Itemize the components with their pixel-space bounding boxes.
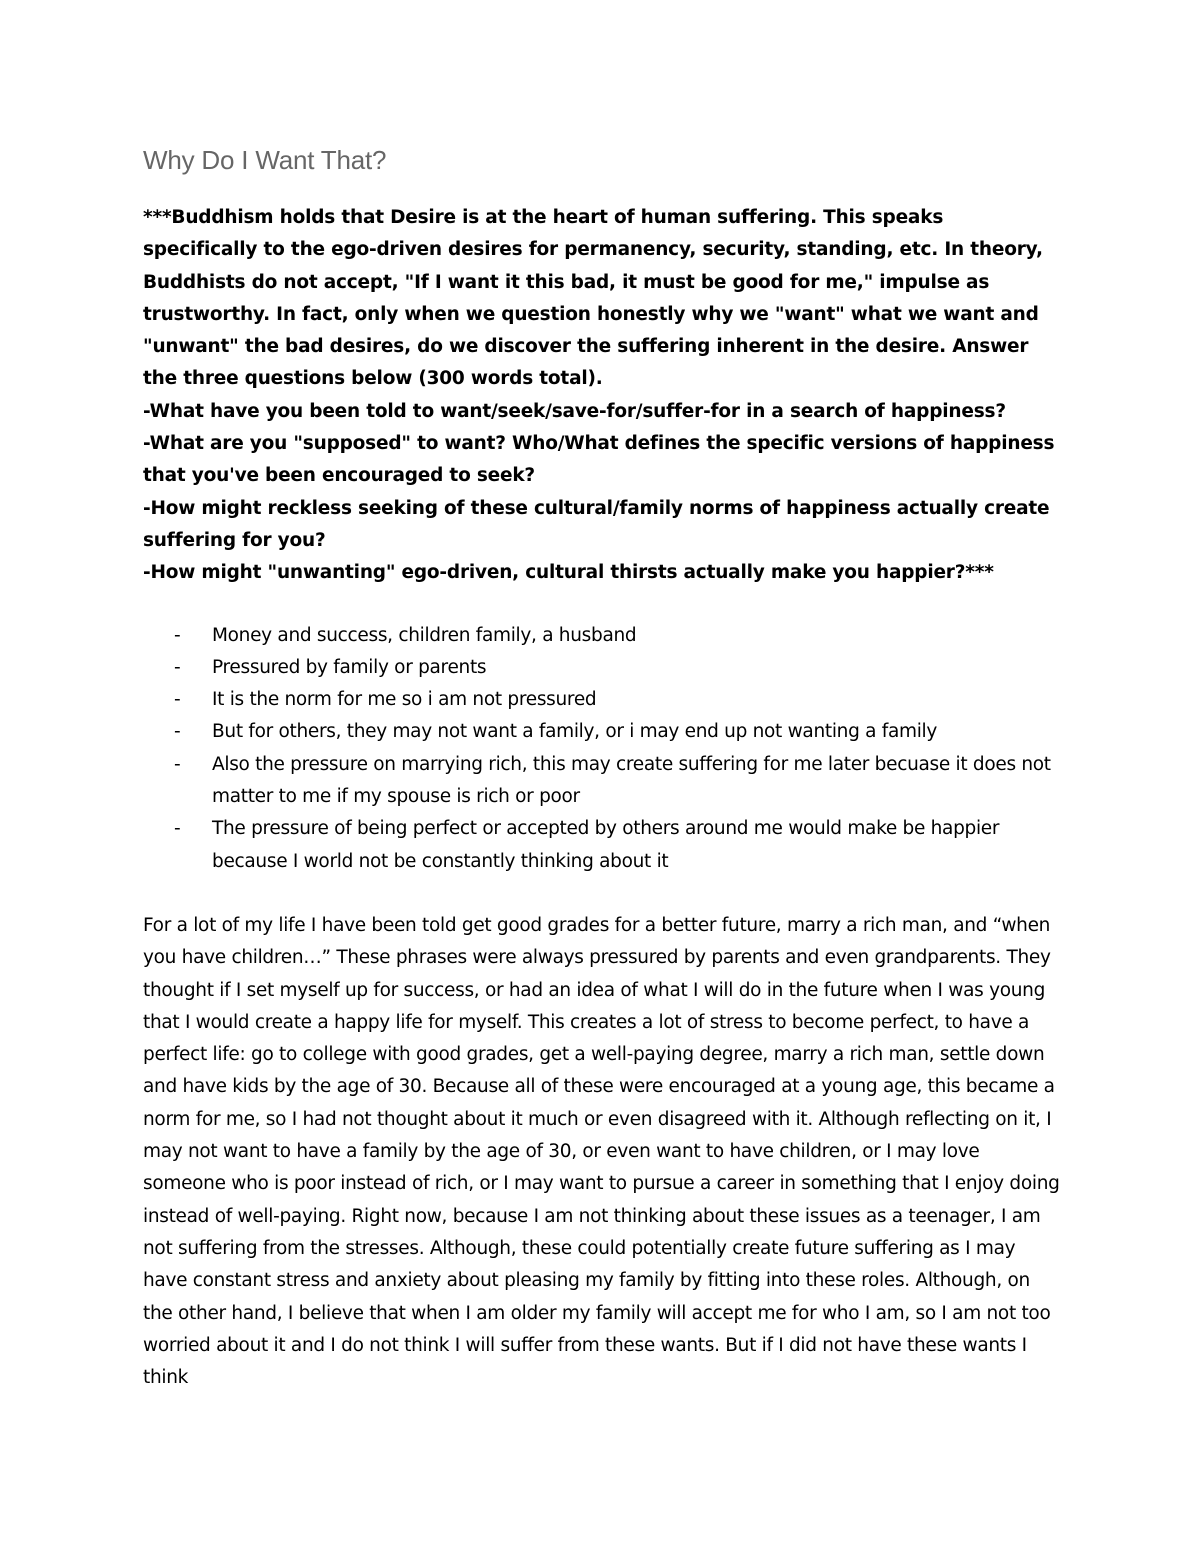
bullet-marker: - <box>174 656 181 678</box>
list-item <box>143 652 1063 684</box>
list-item <box>143 716 1063 748</box>
bullet-marker: - <box>174 624 181 646</box>
document-title: Why Do I Want That? <box>143 145 387 175</box>
list-item-text: The pressure of being perfect or accepted by others around me would make be happier because I world not be constantly thinking about it <box>212 818 1000 872</box>
prompt-intro: ***Buddhism holds that Desire is at the heart of human suffering. This speaks specifically to the ego-driven desires for permanency, security, standing, etc. In theory, Buddhists do not accept, "If I want it this bad, it must be good for me," impulse as trustworthy. In fact, only when we question honestly why we "want" what we want and "unwant" the bad desires, do we discover the suffering inherent in the desire. Answer the three questions below (300 words total). <box>143 207 1043 390</box>
list-item-text: It is the norm for me so i am not pressured <box>212 689 597 711</box>
list-item <box>143 749 1063 814</box>
bullet-marker: - <box>174 753 181 775</box>
list-item <box>143 813 1063 878</box>
list-item <box>143 684 1063 716</box>
bullet-marker: - <box>174 689 181 711</box>
document-content <box>143 140 1063 1394</box>
bullet-marker: - <box>174 818 181 840</box>
prompt-question-3: -How might reckless seeking of these cultural/family norms of happiness actually create suffering for you? <box>143 497 1050 551</box>
assignment-prompt <box>143 202 1063 590</box>
prompt-question-1: -What have you been told to want/seek/save-for/suffer-for in a search of happiness? <box>143 400 1006 422</box>
prompt-question-4: -How might "unwanting" ego-driven, cultural thirsts actually make you happier?*** <box>143 562 994 584</box>
list-item-text: But for others, they may not want a family, or i may end up not wanting a family <box>212 721 938 743</box>
prompt-question-2: -What are you "supposed" to want? Who/What defines the specific versions of happiness that you've been encouraged to seek? <box>143 433 1055 487</box>
bullet-marker: - <box>174 721 181 743</box>
list-item-text: Also the pressure on marrying rich, this may create suffering for me later becuase it does not matter to me if my spouse is rich or poor <box>212 753 1051 808</box>
list-item-text: Money and success, children family, a husband <box>212 624 637 646</box>
essay-paragraph: For a lot of my life I have been told get good grades for a better future, marry a rich man, and “when you have children…” These phrases were always pressured by parents and even grandparents. They thought if I set myself up for success, or had an idea of what I will do in the future when I was young that I would create a happy life for myself. This creates a lot of stress to become perfect, to have a perfect life: go to college with good grades, get a well-paying degree, marry a rich man, settle down and have kids by the age of 30. Because all of these were encouraged at a young age, this became a norm for me, so I had not thought about it much or even disagreed with it. Although reflecting on it, I may not want to have a family by the age of 30, or even want to have children, or I may love someone who is poor instead of rich, or I may want to pursue a career in something that I enjoy doing instead of well-paying. Right now, because I am not thinking about these issues as a teenager, I am not suffering from the stresses. Although, these could potentially create future suffering as I may have constant stress and anxiety about pleasing my family by fitting into these roles. Although, on the other hand, I believe that when I am older my family will accept me for who I am, so I am not too worried about it and I do not think I will suffer from these wants. But if I did not have these wants I think <box>143 914 1060 1389</box>
list-item <box>143 620 1063 652</box>
answer-bullet-list <box>143 620 1063 878</box>
list-item-text: Pressured by family or parents <box>212 656 487 678</box>
